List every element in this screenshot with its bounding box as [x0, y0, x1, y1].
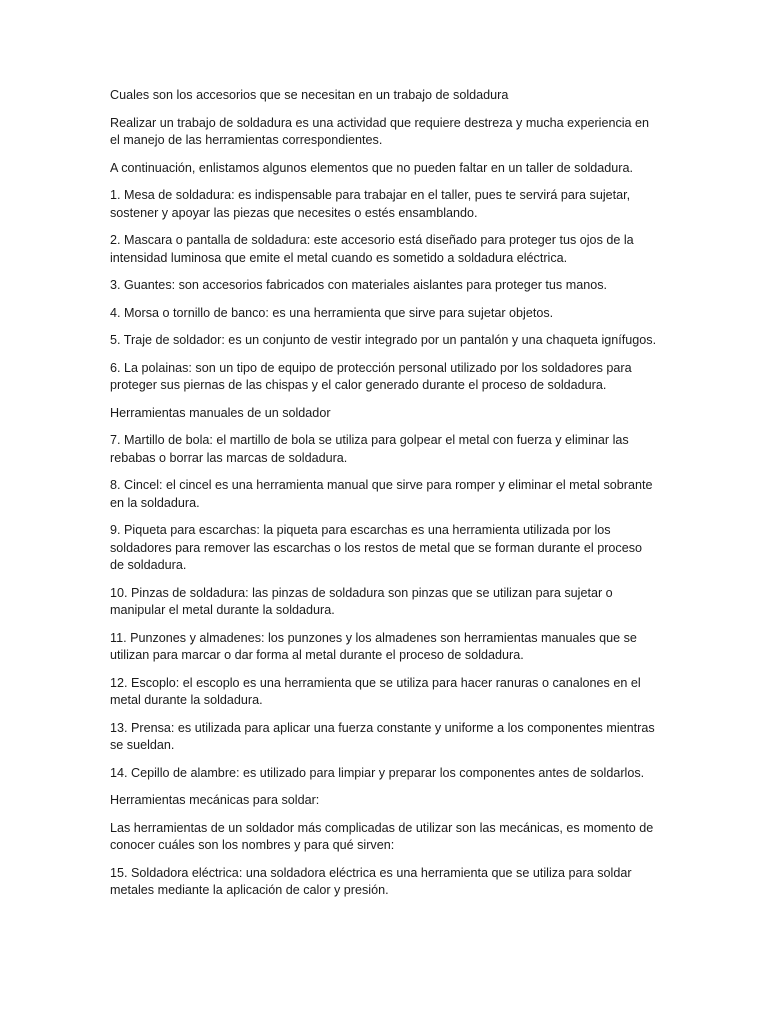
manual-tool-item: 10. Pinzas de soldadura: las pinzas de soldadura son pinzas que se utilizan para sujetar o manipular el metal durante la soldadura. [110, 585, 613, 617]
intro-paragraph: Realizar un trabajo de soldadura es una actividad que requiere destreza y mucha experiencia en el manejo de las herramientas correspondientes. [110, 115, 650, 147]
manual-tool-item: 13. Prensa: es utilizada para aplicar una fuerza constante y uniforme a los componentes mientras se sueldan. [110, 720, 655, 752]
manual-tool-item: 8. Cincel: el cincel es una herramienta manual que sirve para romper y eliminar el metal sobrante en la soldadura. [110, 478, 653, 510]
document-title: Cuales son los accesorios que se necesitan en un trabajo de soldadura [110, 88, 509, 102]
section-heading-manual: Herramientas manuales de un soldador [110, 405, 331, 420]
accessory-item: 4. Morsa o tornillo de banco: es una herramienta que sirve para sujetar objetos. [110, 305, 554, 320]
manual-tool-item: 14. Cepillo de alambre: es utilizado para limpiar y preparar los componentes antes de soldarlos. [110, 765, 645, 780]
intro-paragraph-2: A continuación, enlistamos algunos elementos que no pueden faltar en un taller de soldadura. [110, 160, 633, 175]
accessory-item: 5. Traje de soldador: es un conjunto de vestir integrado por un pantalón y una chaqueta ignífugos. [110, 333, 657, 347]
manual-tool-item: 7. Martillo de bola: el martillo de bola se utiliza para golpear el metal con fuerza y eliminar las rebabas o borrar las marcas de soldadura. [110, 433, 629, 465]
section-heading-mechanical: Herramientas mecánicas para soldar: [110, 793, 320, 807]
accessory-item: 3. Guantes: son accesorios fabricados con materiales aislantes para proteger tus manos. [110, 278, 608, 292]
manual-tool-item: 9. Piqueta para escarchas: la piqueta para escarchas es una herramienta utilizada por los soldadores para remover las escarchas o los restos de metal que se forman durante el proceso de soldadura. [110, 523, 643, 572]
manual-tool-item: 11. Punzones y almadenes: los punzones y los almadenes son herramientas manuales que se utilizan para marcar o dar forma al metal durante el proceso de soldadura. [110, 630, 637, 662]
accessory-item: 2. Mascara o pantalla de soldadura: este accesorio está diseñado para proteger tus ojos de la intensidad luminosa que emite el metal cuando es sometido a soldadura eléctrica. [110, 233, 634, 265]
accessory-item: 1. Mesa de soldadura: es indispensable para trabajar en el taller, pues te servirá para sujetar, sostener y apoyar las piezas que necesites o estés ensamblando. [110, 188, 631, 220]
manual-tool-item: 12. Escoplo: el escoplo es una herramienta que se utiliza para hacer ranuras o canalones en el metal durante la soldadura. [110, 675, 641, 707]
mechanical-tool-item: 15. Soldadora eléctrica: una soldadora eléctrica es una herramienta que se utiliza para soldar metales mediante la aplicación de calor y presión. [110, 865, 632, 897]
mechanical-intro-paragraph: Las herramientas de un soldador más complicadas de utilizar son las mecánicas, es momento de conocer cuáles son los nombres y para qué sirven: [110, 820, 654, 852]
document-page [110, 87, 658, 910]
accessory-item: 6. La polainas: son un tipo de equipo de protección personal utilizado por los soldadores para proteger sus piernas de las chispas y el calor generado durante el proceso de soldadura. [110, 360, 632, 392]
